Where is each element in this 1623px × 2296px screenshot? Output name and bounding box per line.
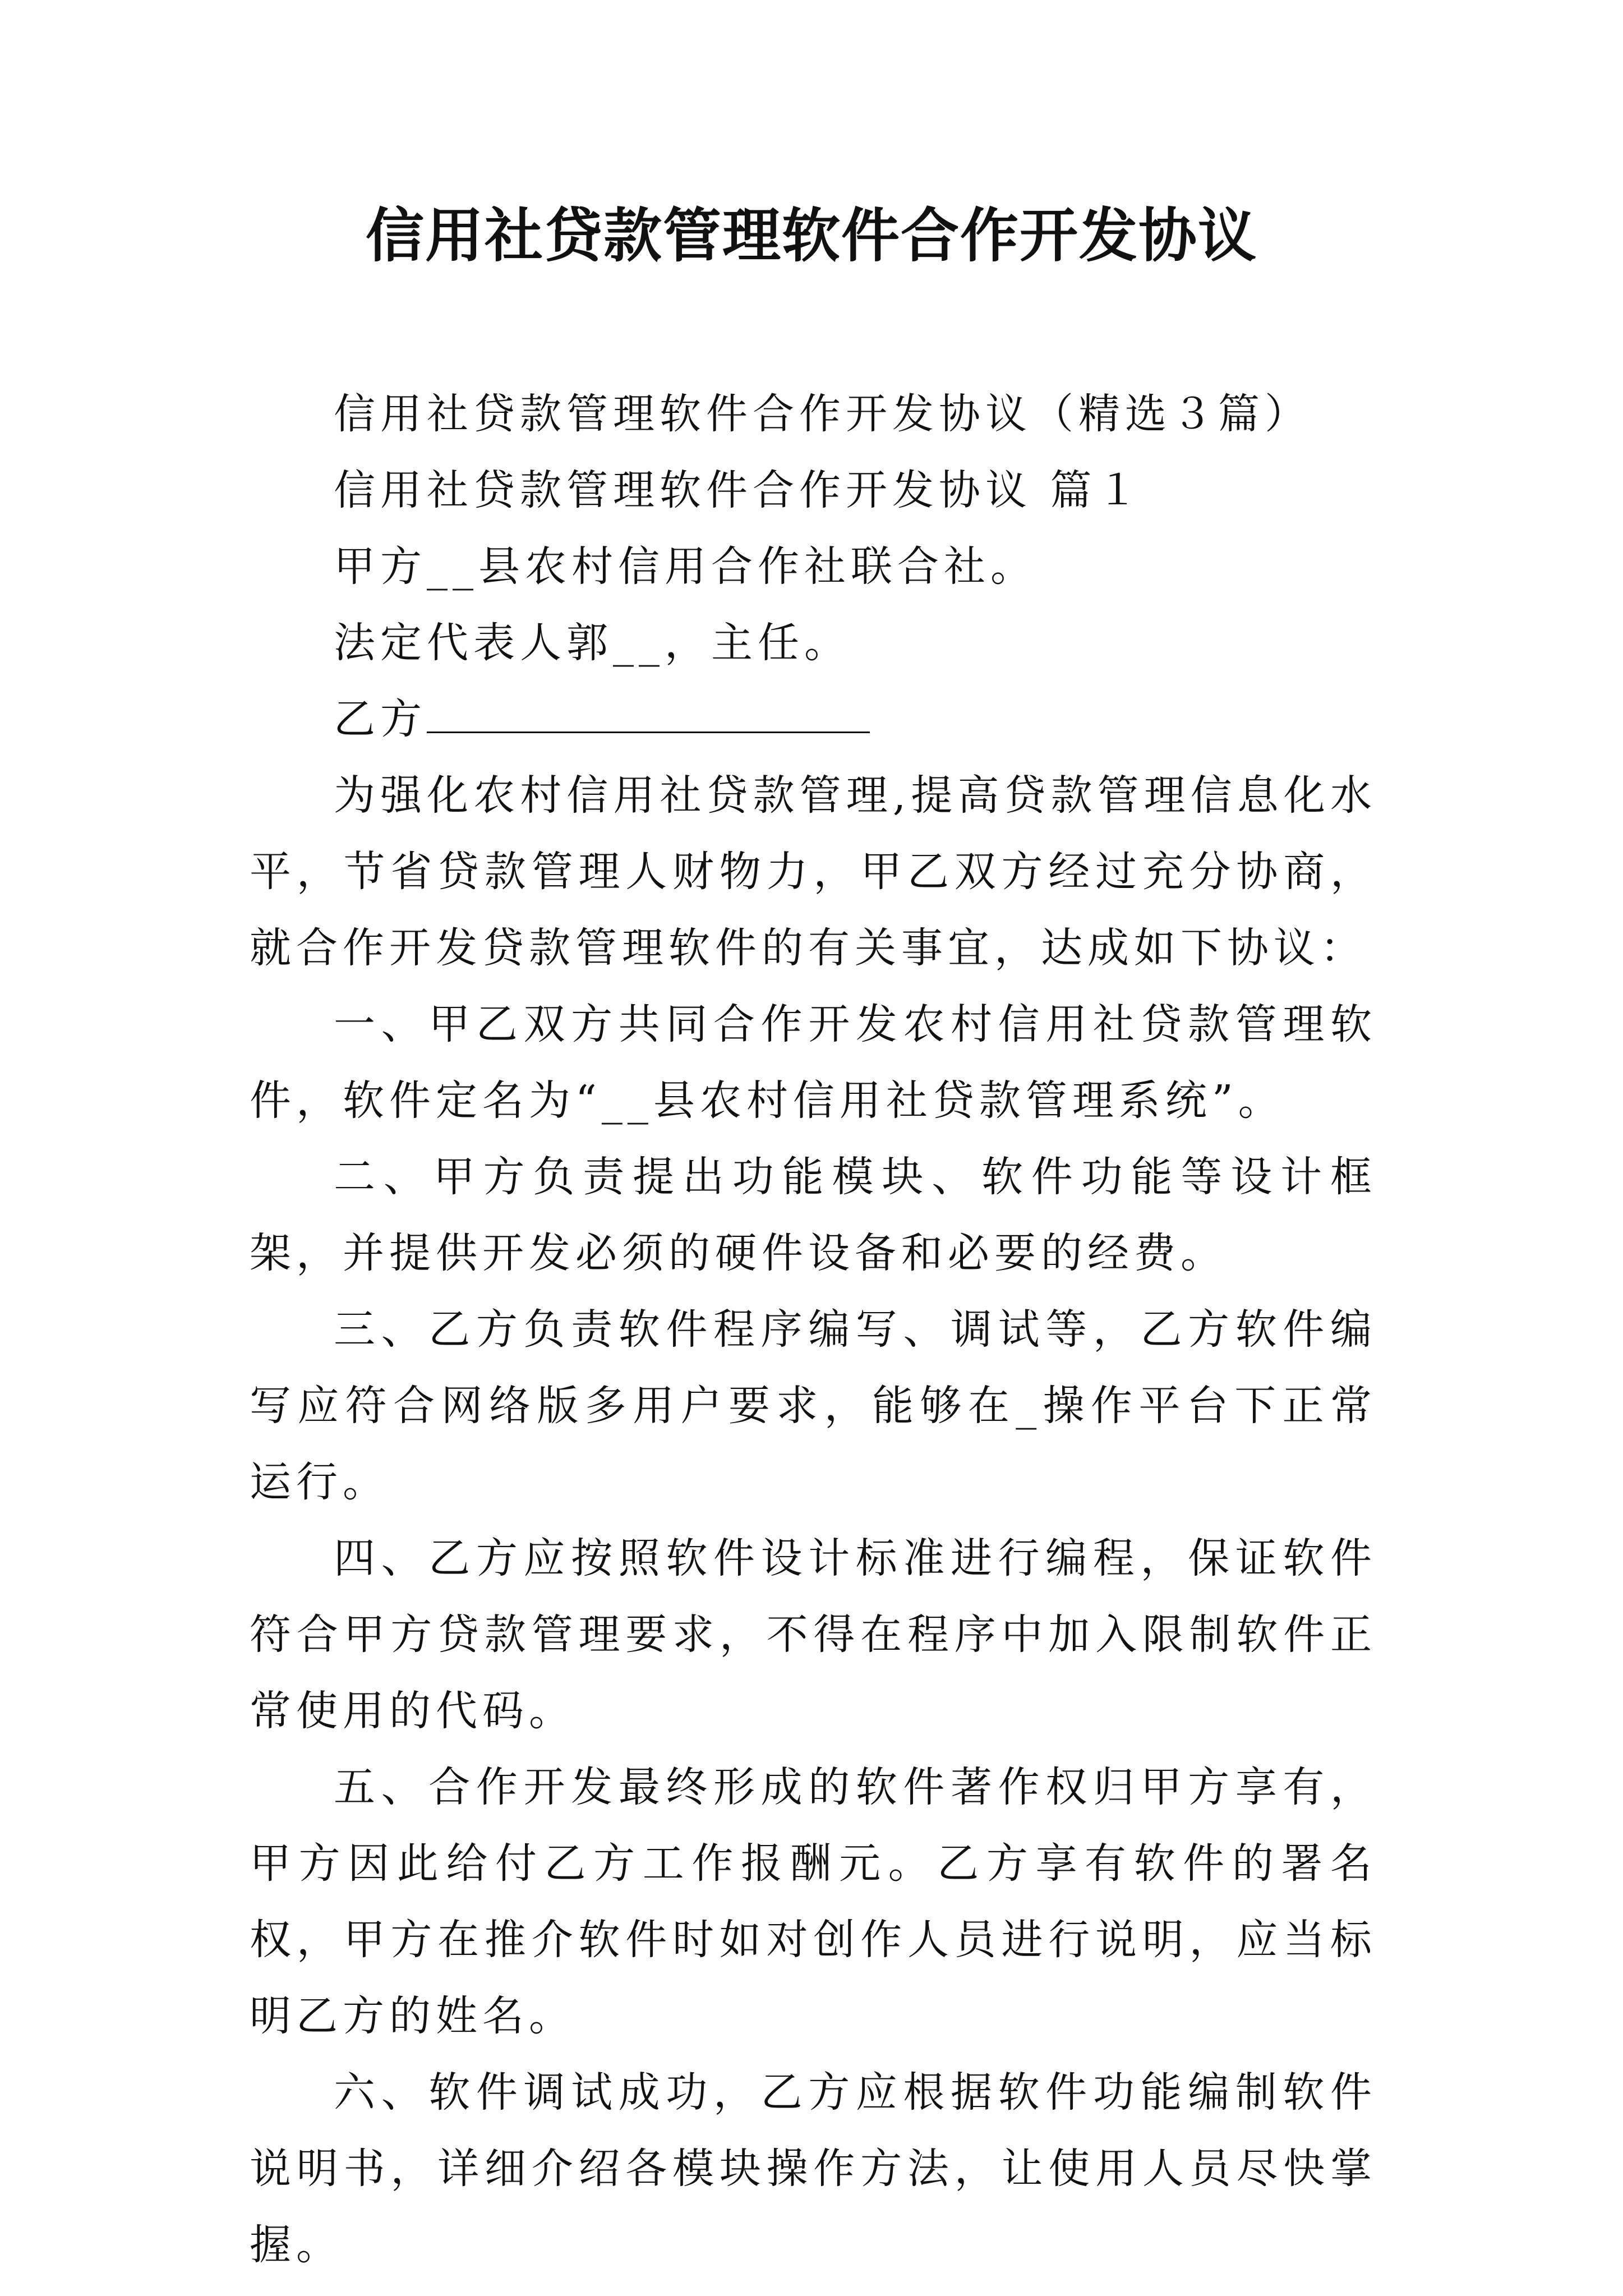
party-b-label: 乙方: [334, 695, 427, 743]
paragraph-party-a: 甲方__县农村信用合作社联合社。: [334, 542, 1037, 591]
paragraph-clause-2: 二、甲方负责提出功能模块、软件功能等设计框架，并提供开发必须的硬件设备和必要的经费。: [250, 1153, 1377, 1277]
paragraph-clause-3: 三、乙方负责软件程序编写、调试等，乙方软件编写应符合网络版多用户要求，能够在_操作平台下正常运行。: [250, 1305, 1377, 1506]
document-body: [250, 376, 1377, 2283]
paragraph-subtitle: 信用社贷款管理软件合作开发协议（精选３篇）: [334, 390, 1311, 438]
paragraph-legal-representative: 法定代表人郭__，主任。: [334, 619, 851, 667]
paragraph-party-b: [250, 681, 1377, 757]
paragraph-section-heading: 信用社贷款管理软件合作开发协议 篇１: [334, 466, 1144, 514]
paragraph-clause-4: 四、乙方应按照软件设计标准进行编程，保证软件符合甲方贷款管理要求，不得在程序中加入限制软件正常使用的代码。: [250, 1534, 1377, 1735]
document-title: 信用社贷款管理软件合作开发协议: [365, 201, 1257, 270]
paragraph-clause-5: 五、合作开发最终形成的软件著作权归甲方享有，甲方因此给付乙方工作报酬元。乙方享有软件的署名权，甲方在推介软件时如对创作人员进行说明，应当标明乙方的姓名。: [250, 1763, 1377, 2040]
paragraph-clause-1: 一、甲乙双方共同合作开发农村信用社贷款管理软件，软件定名为“__县农村信用社贷款管理系统”。: [250, 1000, 1377, 1125]
paragraph-preamble: 为强化农村信用社贷款管理,提高贷款管理信息化水平，节省贷款管理人财物力，甲乙双方经过充分协商，就合作开发贷款管理软件的有关事宜，达成如下协议：: [250, 771, 1377, 972]
party-b-blank-line: [427, 692, 870, 733]
paragraph-clause-6: 六、软件调试成功，乙方应根据软件功能编制软件说明书，详细介绍各模块操作方法，让使用人员尽快掌握。: [250, 2068, 1377, 2269]
